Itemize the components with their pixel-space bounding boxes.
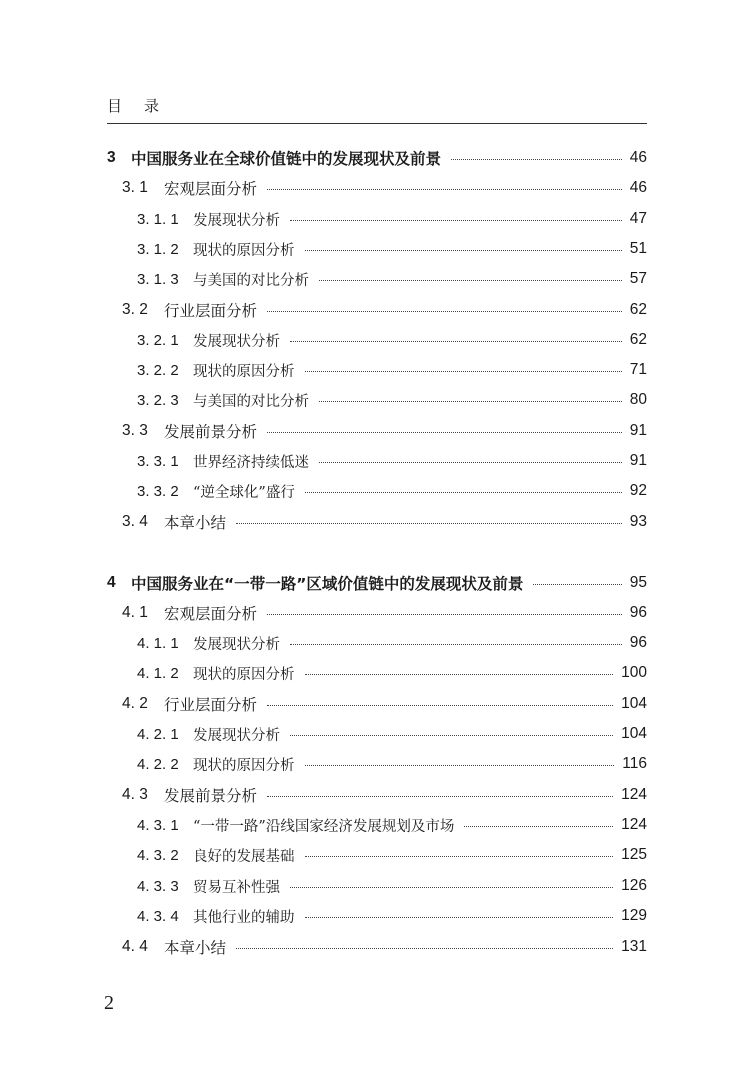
toc-page: 62 [629, 301, 647, 318]
toc-section-4-3[interactable] [122, 782, 647, 808]
toc-number: 3. 1. 1 [137, 210, 179, 228]
dot-leader [319, 280, 622, 281]
toc-label: 发展前景分析 [164, 787, 258, 805]
toc-subsection-4-1-2[interactable] [137, 660, 647, 686]
toc-page: 46 [629, 149, 647, 166]
dot-leader [305, 765, 615, 766]
toc-page: 80 [629, 391, 647, 408]
toc-subsection-3-3-2[interactable] [137, 478, 647, 504]
toc-subsection-4-3-2[interactable] [137, 842, 647, 868]
dot-leader [533, 584, 621, 585]
toc-number: 4. 1. 1 [137, 634, 179, 652]
toc-number: 4. 3. 4 [137, 907, 179, 925]
toc-number: 3. 1. 3 [137, 270, 179, 288]
dot-leader [305, 371, 622, 372]
dot-leader [305, 250, 622, 251]
dot-leader [267, 796, 613, 797]
toc-subsection-4-3-1[interactable] [137, 812, 647, 838]
toc-section-3-2[interactable] [122, 297, 647, 323]
toc-number: 3. 3. 2 [137, 482, 179, 500]
toc-label: 其他行业的辅助 [193, 909, 295, 926]
toc-section-4-1[interactable] [122, 600, 647, 626]
running-header-title: 目录 [107, 97, 182, 115]
toc-label: 贸易互补性强 [193, 879, 280, 896]
toc-subsection-4-3-4[interactable] [137, 903, 647, 929]
toc-number: 4. 2 [122, 695, 148, 712]
toc-page: 126 [621, 877, 647, 894]
toc-number: 3. 4 [122, 513, 148, 530]
toc-subsection-3-1-2[interactable] [137, 236, 647, 262]
toc-subsection-3-2-1[interactable] [137, 327, 647, 353]
toc-label: 现状的原因分析 [193, 666, 295, 683]
toc-page: 91 [629, 452, 647, 469]
toc-page: 62 [629, 331, 647, 348]
toc-number: 3 [107, 149, 116, 166]
toc-label: 发展现状分析 [193, 333, 280, 350]
dot-leader [267, 189, 622, 190]
toc-page: 100 [621, 664, 647, 681]
dot-leader [290, 220, 622, 221]
toc-label: 发展现状分析 [193, 212, 280, 229]
toc-label: 发展现状分析 [193, 636, 280, 653]
toc-number: 3. 3 [122, 422, 148, 439]
toc-number: 3. 2. 2 [137, 361, 179, 379]
toc-page: 116 [622, 755, 647, 772]
page-number: 2 [104, 992, 114, 1014]
toc-subsection-4-1-1[interactable] [137, 630, 647, 656]
toc-number: 4 [107, 574, 116, 591]
toc-number: 4. 2. 1 [137, 725, 179, 743]
toc-number: 4. 3. 2 [137, 846, 179, 864]
dot-leader [319, 462, 622, 463]
toc-page: 96 [629, 634, 647, 651]
toc-page: 129 [621, 907, 647, 924]
toc-subsection-3-1-3[interactable] [137, 266, 647, 292]
toc-label: 发展前景分析 [164, 423, 258, 441]
toc-label: 宏观层面分析 [164, 180, 258, 198]
dot-leader [267, 705, 613, 706]
toc-chapter-3[interactable] [107, 145, 647, 171]
toc-label: 现状的原因分析 [193, 242, 295, 259]
dot-leader [236, 948, 613, 949]
toc-section-4-4[interactable] [122, 934, 647, 960]
toc-label: 中国服务业在“一带一路”区域价值链中的发展现状及前景 [131, 575, 524, 593]
toc-number: 3. 1. 2 [137, 240, 179, 258]
toc-number: 3. 3. 1 [137, 452, 179, 470]
toc-number: 4. 1 [122, 604, 148, 621]
toc-label: 本章小结 [164, 514, 227, 532]
toc-page: 124 [621, 816, 647, 833]
toc-label: 行业层面分析 [164, 302, 258, 320]
toc-page: 124 [621, 786, 647, 803]
dot-leader [451, 159, 622, 160]
dot-leader [290, 341, 622, 342]
toc-label: 中国服务业在全球价值链中的发展现状及前景 [131, 150, 442, 168]
dot-leader [305, 856, 614, 857]
toc-section-3-4[interactable] [122, 509, 647, 535]
toc-label: 现状的原因分析 [193, 757, 295, 774]
dot-leader [267, 311, 622, 312]
dot-leader [290, 735, 613, 736]
dot-leader [464, 826, 613, 827]
dot-leader [267, 614, 622, 615]
dot-leader [305, 492, 622, 493]
toc-subsection-4-2-2[interactable] [137, 751, 647, 777]
toc-number: 3. 2. 1 [137, 331, 179, 349]
toc-subsection-3-3-1[interactable] [137, 448, 647, 474]
dot-leader [236, 523, 622, 524]
toc-page: 125 [621, 846, 647, 863]
toc-subsection-3-2-3[interactable] [137, 387, 647, 413]
toc-label: 世界经济持续低迷 [193, 454, 309, 471]
toc-section-3-3[interactable] [122, 418, 647, 444]
toc-section-3-1[interactable] [122, 175, 647, 201]
toc-number: 4. 3. 1 [137, 816, 179, 834]
header-rule [107, 123, 647, 124]
dot-leader [290, 887, 613, 888]
toc-page: 104 [621, 695, 647, 712]
toc-page: 95 [629, 574, 647, 591]
toc-page: 91 [629, 422, 647, 439]
toc-page: 104 [621, 725, 647, 742]
toc-number: 3. 2 [122, 301, 148, 318]
toc-label: 宏观层面分析 [164, 605, 258, 623]
toc-label: 现状的原因分析 [193, 363, 295, 380]
toc-page: 93 [629, 513, 647, 530]
toc-number: 4. 3. 3 [137, 877, 179, 895]
dot-leader [267, 432, 622, 433]
toc-page: 47 [629, 210, 647, 227]
dot-leader [319, 401, 622, 402]
toc-number: 4. 2. 2 [137, 755, 179, 773]
toc-label: 良好的发展基础 [193, 848, 295, 865]
toc-number: 4. 1. 2 [137, 664, 179, 682]
toc-page: 92 [629, 482, 647, 499]
toc-page: 96 [629, 604, 647, 621]
toc-page: 51 [629, 240, 647, 257]
toc-label: 发展现状分析 [193, 727, 280, 744]
toc-label: 与美国的对比分析 [193, 272, 309, 289]
toc-page: 46 [629, 179, 647, 196]
toc-number: 4. 3 [122, 786, 148, 803]
toc-label: 与美国的对比分析 [193, 393, 309, 410]
toc-chapter-4[interactable] [107, 570, 647, 596]
toc-label: “逆全球化”盛行 [193, 484, 295, 501]
toc-page: 57 [629, 270, 647, 287]
toc-subsection-3-2-2[interactable] [137, 357, 647, 383]
toc-label: “一带一路”沿线国家经济发展规划及市场 [193, 818, 455, 835]
toc-page: 71 [629, 361, 647, 378]
toc-page: 131 [621, 938, 647, 955]
dot-leader [305, 917, 614, 918]
toc-subsection-4-3-3[interactable] [137, 873, 647, 899]
toc-number: 4. 4 [122, 938, 148, 955]
toc-number: 3. 2. 3 [137, 391, 179, 409]
toc-subsection-3-1-1[interactable] [137, 206, 647, 232]
toc-label: 行业层面分析 [164, 696, 258, 714]
toc-section-4-2[interactable] [122, 691, 647, 717]
dot-leader [290, 644, 622, 645]
toc-label: 本章小结 [164, 939, 227, 957]
dot-leader [305, 674, 614, 675]
toc-subsection-4-2-1[interactable] [137, 721, 647, 747]
toc-number: 3. 1 [122, 179, 148, 196]
